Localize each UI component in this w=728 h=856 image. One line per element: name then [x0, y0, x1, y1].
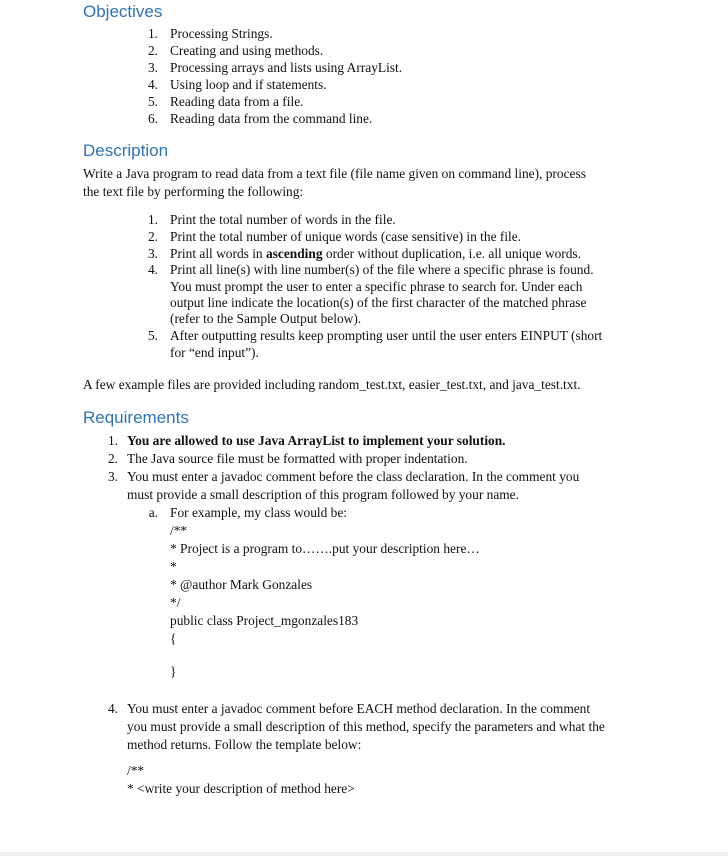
list-item	[170, 245, 581, 262]
list-item-number: 1.	[107, 433, 118, 448]
list-item: Reading data from the command line.	[170, 111, 373, 126]
list-item: You must enter a javadoc comment before EACH method declaration. In the comment	[127, 701, 591, 716]
code-line: */	[170, 595, 181, 610]
list-item-number: 2.	[147, 43, 158, 58]
code-line: /**	[170, 523, 188, 538]
list-item: You are allowed to use Java ArrayList to implement your solution.	[127, 433, 506, 448]
list-item-number: 1.	[147, 26, 158, 41]
list-item-text: Print all words in	[170, 246, 266, 261]
list-item-text: order without duplication, i.e. all unique words.	[322, 246, 581, 261]
list-item: Print all line(s) with line number(s) of the file where a specific phrase is found.	[170, 262, 594, 277]
list-item: Processing Strings.	[170, 26, 273, 41]
emphasis-text: ascending	[265, 246, 323, 261]
list-item: Processing arrays and lists using ArrayList.	[170, 60, 403, 75]
list-item-number: 2.	[107, 451, 118, 466]
list-item-continuation: (refer to the Sample Output below).	[170, 311, 362, 326]
list-item-continuation: for “end input”).	[170, 345, 259, 360]
list-item: Print the total number of words in the file.	[170, 212, 396, 227]
code-line: {	[170, 631, 177, 646]
list-item: Print the total number of unique words (case sensitive) in the file.	[170, 229, 522, 244]
list-item-number: 1.	[147, 212, 158, 227]
list-item: The Java source file must be formatted with proper indentation.	[127, 451, 468, 466]
list-item-number: 3.	[107, 469, 118, 484]
code-line: }	[170, 664, 177, 679]
list-item-number: 2.	[147, 229, 158, 244]
list-item-number: 3.	[147, 60, 158, 75]
list-item-continuation: output line indicate the location(s) of the first character of the matched phrase	[170, 295, 587, 310]
list-item-continuation: you must provide a small description of this method, specify the parameters and what the	[127, 719, 605, 734]
description-intro-line: Write a Java program to read data from a text file (file name given on command line), process	[83, 166, 586, 181]
list-item-number: 4.	[147, 77, 158, 92]
list-item-number: 6.	[147, 111, 158, 126]
list-item: Using loop and if statements.	[170, 77, 327, 92]
example-files-note: A few example files are provided including random_test.txt, easier_test.txt, and java_test.txt.	[83, 377, 581, 392]
list-item: You must enter a javadoc comment before the class declaration. In the comment you	[127, 469, 580, 484]
list-item: Reading data from a file.	[170, 94, 304, 109]
list-item-number: 5.	[147, 328, 158, 343]
list-item-number: 4.	[147, 262, 158, 277]
description-heading: Description	[83, 141, 169, 160]
objectives-heading: Objectives	[83, 2, 163, 21]
list-item: After outputting results keep prompting user until the user enters EINPUT (short	[170, 328, 603, 343]
sub-item-letter: a.	[148, 505, 158, 520]
page-bottom-edge	[0, 852, 728, 856]
code-line: *	[170, 559, 177, 574]
code-line: public class Project_mgonzales183	[170, 613, 359, 628]
list-item: Creating and using methods.	[170, 43, 324, 58]
code-line: * @author Mark Gonzales	[170, 577, 313, 592]
code-line: /**	[127, 763, 145, 778]
list-item-number: 5.	[147, 94, 158, 109]
list-item-number: 4.	[107, 701, 118, 716]
description-intro-line: the text file by performing the following:	[83, 184, 304, 199]
code-line: * Project is a program to…….put your description here…	[170, 541, 480, 556]
sub-item: For example, my class would be:	[170, 505, 348, 520]
list-item-continuation: method returns. Follow the template below:	[127, 737, 362, 752]
requirements-heading: Requirements	[83, 408, 189, 427]
list-item-number: 3.	[147, 246, 158, 261]
list-item-continuation: You must prompt the user to enter a specific phrase to search for. Under each	[170, 279, 583, 294]
list-item-continuation: must provide a small description of this program followed by your name.	[127, 487, 519, 502]
code-line: * <write your description of method here>	[127, 781, 355, 796]
